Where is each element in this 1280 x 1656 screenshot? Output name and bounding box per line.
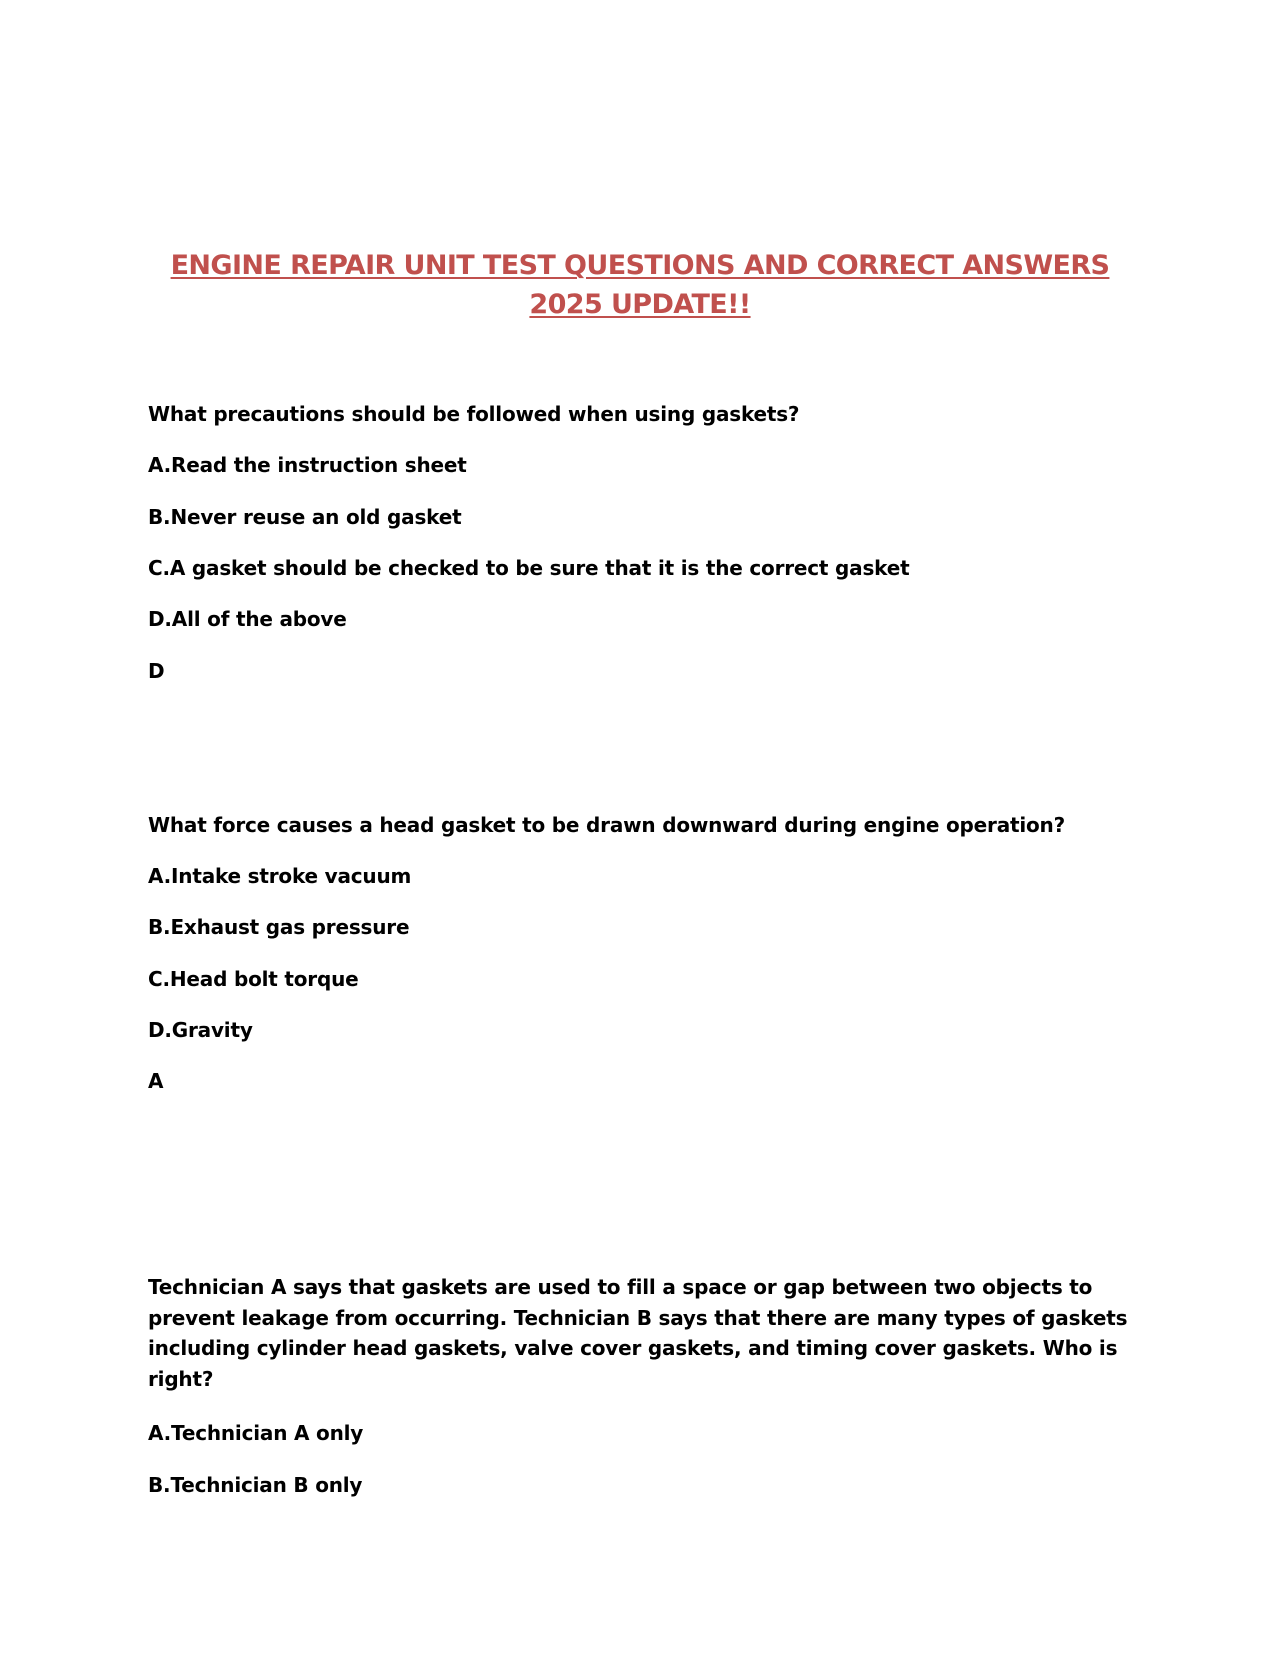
question-2-option-a: A.Intake stroke vacuum [148, 864, 412, 888]
question-2-text: What force causes a head gasket to be drawn downward during engine operation? [148, 813, 1065, 837]
question-3-text: Technician A says that gaskets are used to fill a space or gap between two objects to prevent leakage from occurring. Technician B says that there are many types of gaskets including cylinder head gaskets, valve cover gaskets, and timing cover gaskets. Who is right? [148, 1275, 1128, 1391]
question-3-option-a: A.Technician A only [148, 1421, 364, 1445]
question-1-option-d: D.All of the above [148, 607, 347, 631]
question-1-option-a: A.Read the instruction sheet [148, 453, 467, 477]
question-1-answer: D [148, 659, 165, 683]
question-3-option-b: B.Technician B only [148, 1473, 363, 1497]
question-2-option-d: D.Gravity [148, 1018, 253, 1042]
document-title-line-1: ENGINE REPAIR UNIT TEST QUESTIONS AND CORRECT ANSWERS [170, 250, 1110, 281]
question-1-option-b: B.Never reuse an old gasket [148, 505, 462, 529]
document-title-line-2: 2025 UPDATE!! [529, 289, 751, 320]
question-1-text: What precautions should be followed when using gaskets? [148, 402, 800, 426]
question-2-option-c: C.Head bolt torque [148, 967, 359, 991]
question-2-option-b: B.Exhaust gas pressure [148, 915, 410, 939]
document-title [140, 246, 1140, 324]
question-1-option-c: C.A gasket should be checked to be sure that it is the correct gasket [148, 556, 910, 580]
question-2-answer: A [148, 1069, 164, 1093]
